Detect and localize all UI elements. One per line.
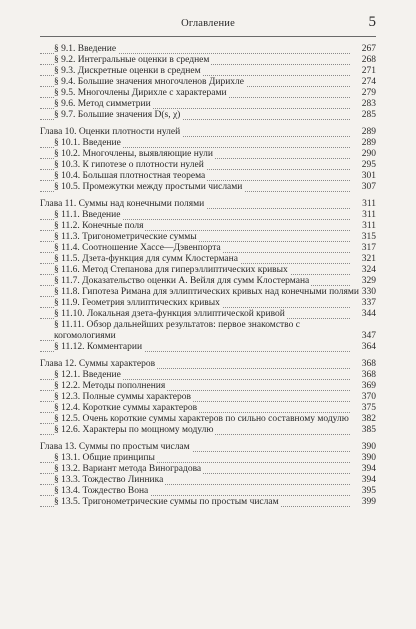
toc-entry-title: § 12.3. Полные суммы характеров [54,392,191,402]
running-header [40,14,376,37]
toc-entry-title: § 11.6. Метод Степанова для гиперэллиптических кривых [54,265,288,275]
toc-section-entry [40,414,376,425]
toc-entry-title: § 11.10. Локальная дзета-функция эллиптической кривой [54,309,285,319]
toc-section-entry [40,453,376,464]
toc-entry-page: 317 [361,243,376,253]
page-title: Оглавление [181,18,235,29]
toc-entry-page: 315 [361,232,376,242]
toc-chapter-entry [40,127,376,138]
toc-entry-page: 285 [361,110,376,120]
toc-chapter-entry [40,359,376,370]
toc-entry-title: § 9.1. Введение [54,44,117,54]
toc-entry-title: § 11.4. Соотношение Хассе—Дэвенпорта [54,243,221,253]
toc-entry-page: 295 [361,160,376,170]
toc-section-entry [40,320,376,342]
toc-section-entry [40,210,376,221]
toc-entry-page: 368 [361,370,376,380]
toc-entry-title: § 9.2. Интегральные оценки в среднем [54,55,210,65]
toc-entry-page: 311 [362,221,376,231]
toc-entry-page: 344 [361,309,376,319]
toc-entry-title: § 11.5. Дзета-функция для сумм Клостермана [54,254,238,264]
toc-entry-page: 290 [361,149,376,159]
toc-section-entry [40,276,376,287]
toc-entry-title: § 13.3. Тождество Линника [54,475,164,485]
toc-section-entry [40,464,376,475]
toc-entry-page: 395 [361,486,376,496]
toc-entry-page: 329 [361,276,376,286]
toc-section-entry [40,160,376,171]
toc-section-entry [40,287,376,298]
toc-entry-title: § 11.12. Комментарии [54,342,143,352]
toc-entry-page: 399 [361,497,376,507]
toc-entry-title: § 13.1. Общие принципы [54,453,155,463]
toc-section-entry [40,221,376,232]
toc-entry-title: § 10.4. Большая плотностная теорема [54,171,206,181]
toc-entry-title: Глава 10. Оценки плотности нулей [40,127,181,137]
toc-entry-page: 390 [361,453,376,463]
toc-entry-page: 330 [361,287,376,297]
toc-section-entry [40,370,376,381]
toc-entry-page: 283 [361,99,376,109]
toc-section-entry [40,66,376,77]
toc-section-entry [40,232,376,243]
toc-section-entry [40,77,376,88]
toc-entry-page: 370 [361,392,376,402]
toc-entry-page: 394 [361,464,376,474]
toc-entry-title: § 12.1. Введение [54,370,121,380]
toc-entry-title: § 11.1. Введение [54,210,121,220]
toc-entry-page: 267 [361,44,376,54]
toc-section-entry [40,44,376,55]
toc-section-entry [40,149,376,160]
toc-section-entry [40,381,376,392]
toc-entry-page: 364 [361,342,376,352]
toc-chapter-entry [40,442,376,453]
toc-entry-page: 268 [361,55,376,65]
toc-entry-page: 369 [361,381,376,391]
toc-entry-title: § 11.7. Доказательство оценки А. Вейля для сумм Клостермана [54,276,310,286]
toc-entry-title: § 10.3. К гипотезе о плотности нулей [54,160,204,170]
toc-entry-title: § 13.2. Вариант метода Виноградова [54,464,202,474]
toc-entry-page: 394 [361,475,376,485]
toc-entry-title: § 9.5. Многочлены Дирихле с характерами [54,88,227,98]
toc-entry-page: 324 [361,265,376,275]
toc-entry-page: 347 [361,331,376,341]
toc-entry-page: 382 [361,414,376,424]
toc-entry-title: Глава 12. Суммы характеров [40,359,156,369]
toc-section-entry [40,392,376,403]
toc-entry-page: 274 [361,77,376,87]
toc-entry-title: § 12.2. Методы пополнения [54,381,166,391]
toc-section-entry [40,243,376,254]
toc-entry-title: § 9.3. Дискретные оценки в среднем [54,66,201,76]
toc-entry-title: § 10.2. Многочлены, выявляющие нули [54,149,213,159]
toc-section-entry [40,138,376,149]
toc-section-entry [40,342,376,353]
toc-section-entry [40,265,376,276]
toc-entry-title: § 9.6. Метод симметрии [54,99,151,109]
toc-entry-title: § 9.7. Большие значения D(s, χ) [54,110,181,120]
toc-entry-title: § 10.1. Введение [54,138,121,148]
toc-entry-title: § 11.3. Тригонометрические суммы [54,232,197,242]
toc-entry-page: 368 [361,359,376,369]
toc-section-entry [40,298,376,309]
toc-entry-title: § 12.5. Очень короткие суммы характеров по сильно составному модулю [54,414,349,424]
toc-section-entry [40,254,376,265]
toc-entry-page: 307 [361,182,376,192]
toc-section-entry [40,425,376,436]
toc-entry-page: 311 [362,199,376,209]
toc-entry-page: 271 [361,66,376,76]
toc-entry-title: § 9.4. Большие значения многочленов Дирихле [54,77,245,87]
toc-entry-title: Глава 11. Суммы над конечными полями [40,199,205,209]
toc-entry-page: 337 [361,298,376,308]
toc-entry-page: 289 [361,138,376,148]
toc-entry-title: § 11.9. Геометрия эллиптических кривых [54,298,220,308]
toc-entry-title: § 12.4. Короткие суммы характеров [54,403,198,413]
toc-chapter-entry [40,199,376,210]
toc-section-entry [40,55,376,66]
toc-entry-title: § 13.5. Тригонометрические суммы по простым числам [54,497,279,507]
toc-entry-title: § 12.6. Характеры по мощному модулю [54,425,214,435]
toc-section-entry [40,475,376,486]
toc-section-entry [40,309,376,320]
toc-entry-title: § 11.8. Гипотеза Римана для эллиптических кривых над конечными полями [54,287,360,297]
toc-entry-page: 321 [361,254,376,264]
toc-section-entry [40,99,376,110]
toc-entry-page: 375 [361,403,376,413]
toc-section-entry [40,486,376,497]
toc-section-entry [40,403,376,414]
toc-entry-title: § 11.11. Обзор дальнейших результатов: первое знакомство с когомологиями [54,320,376,342]
toc-section-entry [40,171,376,182]
toc-section-entry [40,182,376,193]
toc-entry-page: 390 [361,442,376,452]
toc-entry-page: 289 [361,127,376,137]
toc-entry-page: 301 [361,171,376,181]
toc-entry-page: 279 [361,88,376,98]
table-of-contents [40,44,376,508]
toc-section-entry [40,88,376,99]
toc-entry-title: § 10.5. Промежутки между простыми числами [54,182,243,192]
toc-section-entry [40,497,376,508]
toc-section-entry [40,110,376,121]
toc-entry-title: § 13.4. Тождество Вона [54,486,149,496]
toc-entry-title: § 11.2. Конечные поля [54,221,144,231]
toc-entry-title: Глава 13. Суммы по простым числам [40,442,190,452]
page-number: 5 [368,14,376,30]
toc-entry-page: 311 [362,210,376,220]
toc-entry-page: 385 [361,425,376,435]
